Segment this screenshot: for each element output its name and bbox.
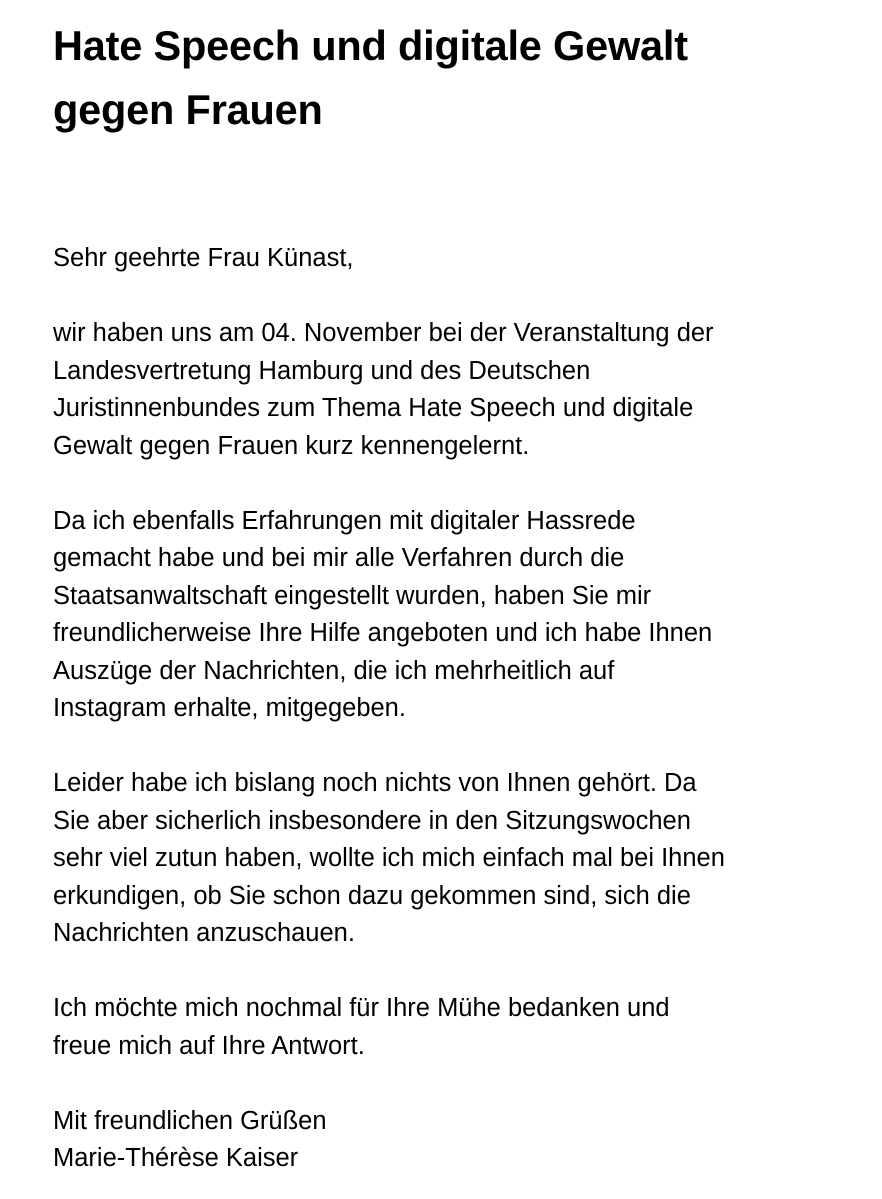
- paragraph-line: Da ich ebenfalls Erfahrungen mit digitaler Hassrede: [53, 506, 636, 535]
- letter-closing: [53, 1103, 853, 1178]
- subject-line: Hate Speech und digitale Gewalt: [53, 22, 688, 69]
- salutation-text: Sehr geehrte Frau Künast,: [53, 244, 354, 272]
- paragraph-line: erkundigen, ob Sie schon dazu gekommen sind, sich die: [53, 881, 691, 910]
- salutation: [53, 240, 853, 278]
- paragraph-line: Landesvertretung Hamburg und des Deutschen: [53, 356, 591, 385]
- paragraph-thanks: [53, 990, 853, 1065]
- paragraph-line: Gewalt gegen Frauen kurz kennengelernt.: [53, 431, 530, 460]
- letter-subject: [53, 14, 853, 142]
- paragraph-line: gemacht habe und bei mir alle Verfahren durch die: [53, 544, 625, 572]
- paragraph-experience: [53, 503, 853, 728]
- paragraph-line: sehr viel zutun haben, wollte ich mich einfach mal bei Ihnen: [53, 844, 725, 872]
- paragraph-line: Leider habe ich bislang noch nichts von Ihnen gehört. Da: [53, 769, 697, 797]
- closing-greeting: Mit freundlichen Grüßen: [53, 1106, 327, 1135]
- paragraph-follow-up: [53, 765, 853, 953]
- subject-line: gegen Frauen: [53, 86, 323, 133]
- paragraph-line: Juristinnenbundes zum Thema Hate Speech und digitale: [53, 394, 694, 422]
- paragraph-line: Sie aber sicherlich insbesondere in den Sitzungswochen: [53, 806, 691, 835]
- paragraph-line: Auszüge der Nachrichten, die ich mehrheitlich auf: [53, 656, 615, 685]
- letter-page: [53, 14, 853, 1172]
- letter-body: [53, 240, 853, 1178]
- paragraph-line: freundlicherweise Ihre Hilfe angeboten und ich habe Ihnen: [53, 619, 713, 647]
- sender-name: Marie-Thérèse Kaiser: [53, 1144, 299, 1172]
- paragraph-line: Instagram erhalte, mitgegeben.: [53, 694, 406, 722]
- paragraph-line: freue mich auf Ihre Antwort.: [53, 1031, 365, 1060]
- paragraph-line: wir haben uns am 04. November bei der Veranstaltung der: [53, 319, 714, 347]
- paragraph-intro: [53, 315, 853, 465]
- paragraph-line: Staatsanwaltschaft eingestellt wurden, haben Sie mir: [53, 581, 652, 610]
- paragraph-line: Nachrichten anzuschauen.: [53, 919, 355, 947]
- paragraph-line: Ich möchte mich nochmal für Ihre Mühe bedanken und: [53, 994, 670, 1022]
